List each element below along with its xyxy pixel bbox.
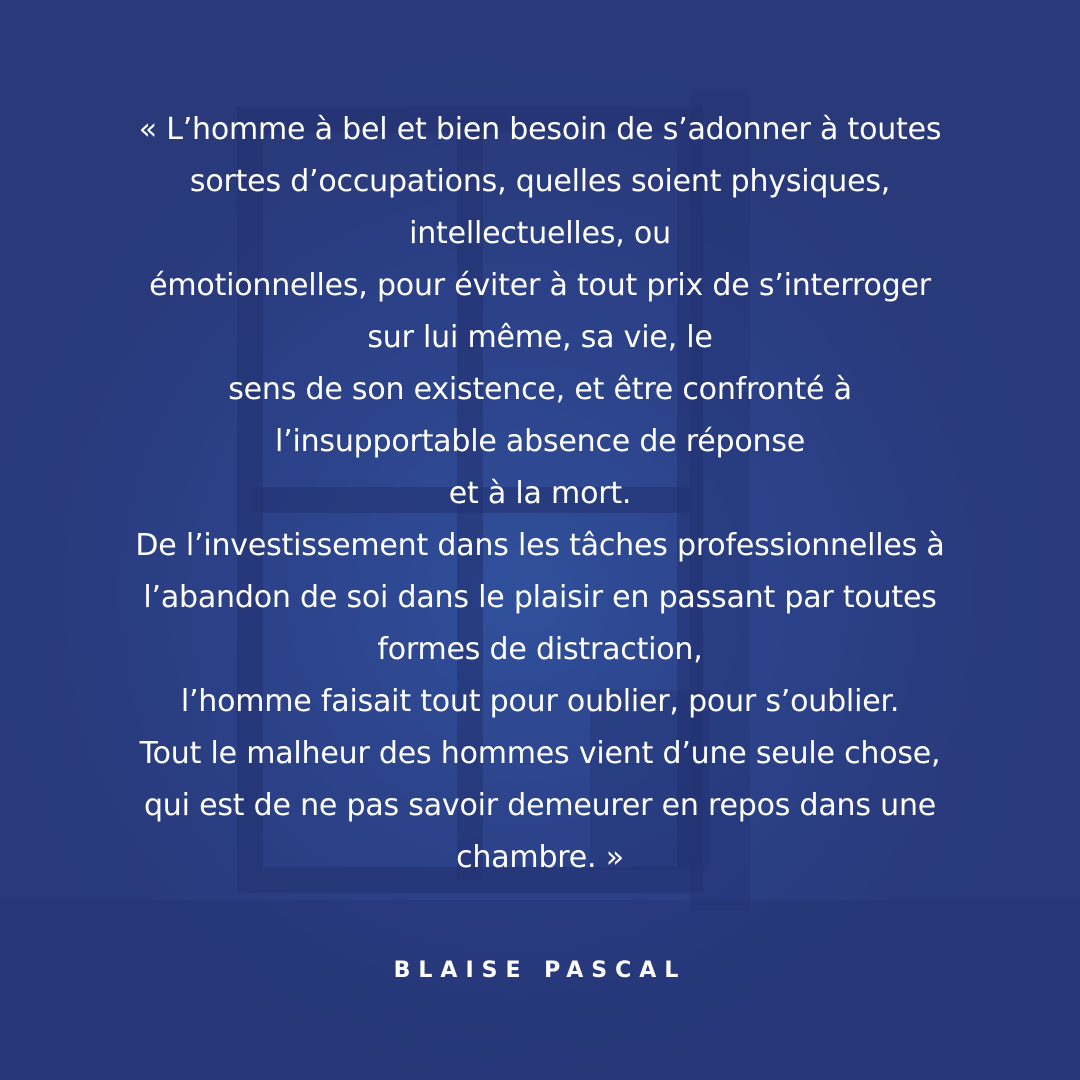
author-name: BLAISE PASCAL [393, 958, 687, 983]
quote-line: « L’homme à bel et bien besoin de s’adonner à toutes [138, 112, 942, 147]
quote-line: sortes d’occupations, quelles soient physiques, [189, 164, 891, 199]
quote-line: qui est de ne pas savoir demeurer en repos dans une [143, 788, 937, 823]
quote-line: l’insupportable absence de réponse [274, 424, 806, 459]
quote-line: l’homme faisait tout pour oublier, pour s’oublier. [180, 684, 900, 719]
quote-text [60, 104, 1020, 884]
quote-line: et à la mort. [448, 476, 632, 511]
quote-line: chambre. » [456, 840, 624, 875]
quote-line: Tout le malheur des hommes vient d’une seule chose, [139, 736, 941, 771]
quote-line: sens de son existence, et être confronté à [228, 372, 852, 407]
quote-line: intellectuelles, ou [409, 216, 671, 251]
quote-line: sur lui même, sa vie, le [367, 320, 713, 355]
quote-line: l’abandon de soi dans le plaisir en passant par toutes [143, 580, 937, 615]
quote-line: émotionnelles, pour éviter à tout prix de s’interroger [149, 268, 931, 303]
quote-line: formes de distraction, [377, 632, 703, 667]
quote-line: De l’investissement dans les tâches professionnelles à [135, 528, 945, 563]
